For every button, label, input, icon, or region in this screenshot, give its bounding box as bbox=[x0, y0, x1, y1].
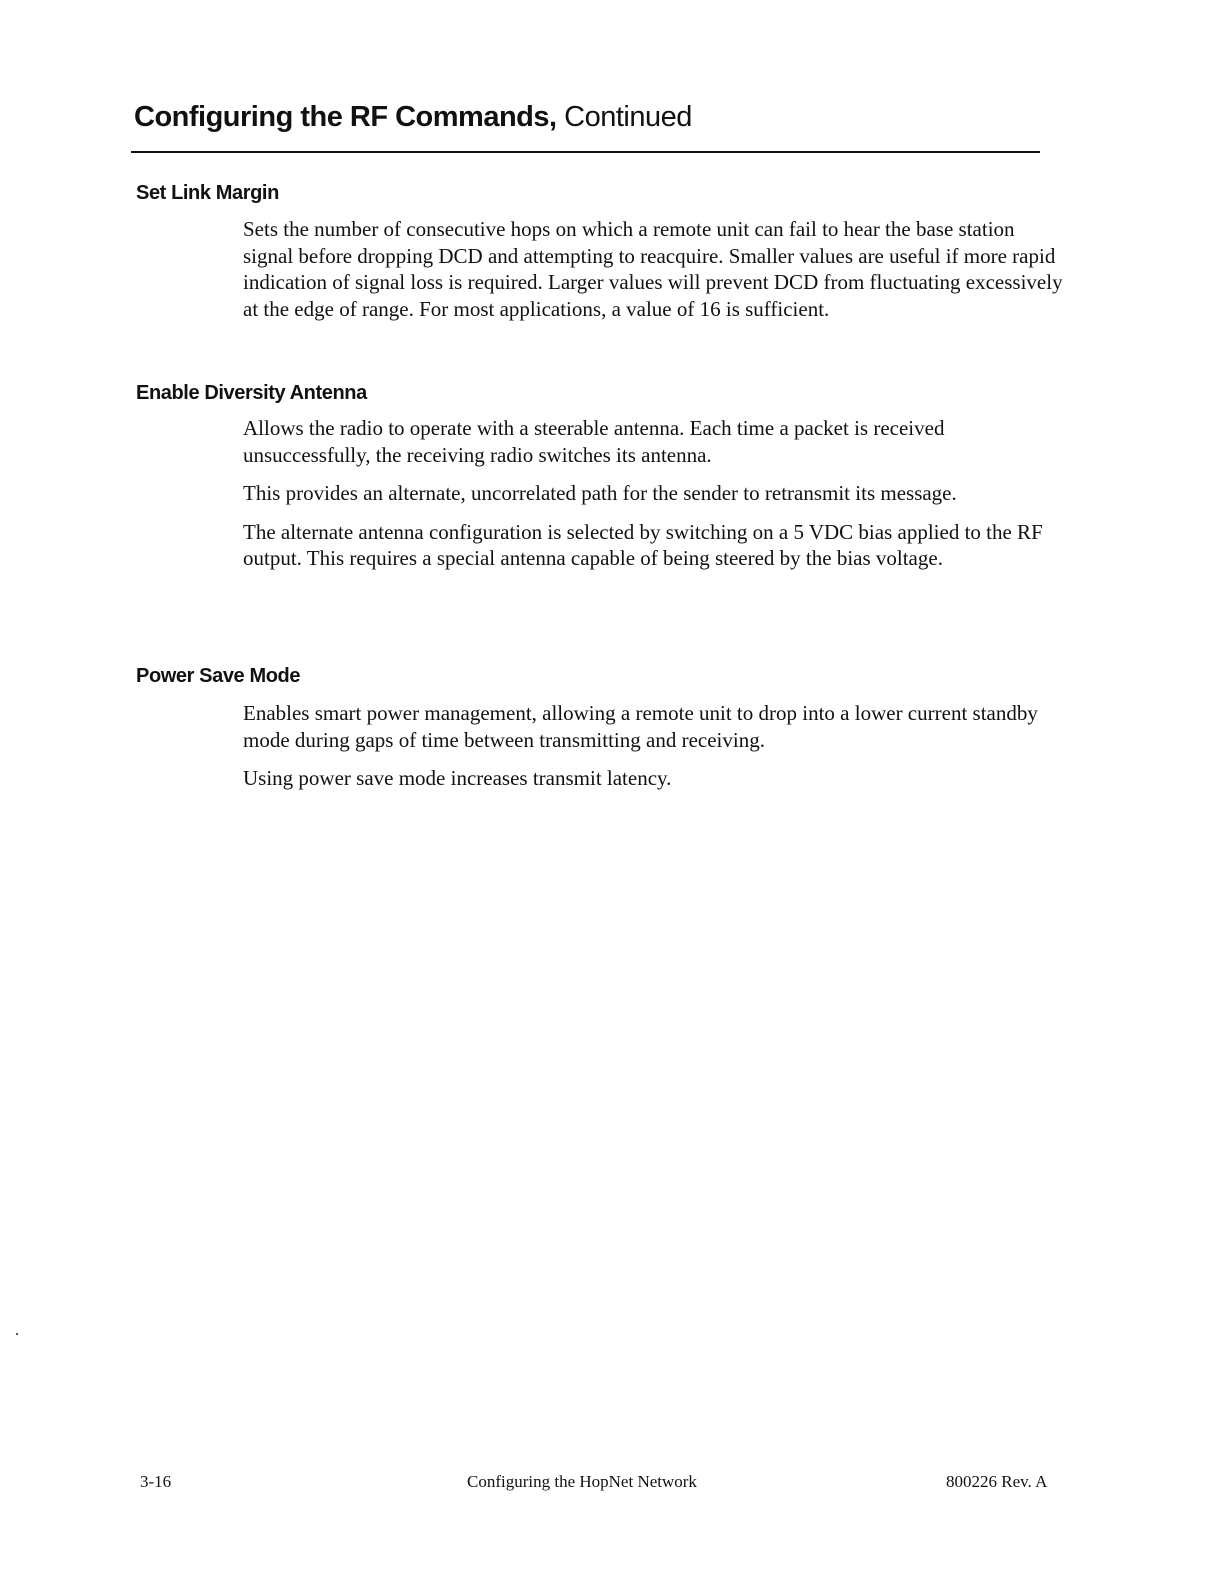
section-heading-set-link-margin: Set Link Margin bbox=[136, 182, 279, 204]
section-body-enable-diversity-antenna bbox=[243, 415, 1068, 584]
paragraph: The alternate antenna configuration is selected by switching on a 5 VDC bias applied to the RF output. This requires a special antenna capable of being steered by the bias voltage. bbox=[243, 519, 1043, 570]
page-title-main: Configuring the RF Commands, bbox=[134, 101, 557, 133]
paragraph: Allows the radio to operate with a steerable antenna. Each time a packet is received unsuccessfully, the receiving radio switches its antenna. bbox=[243, 416, 945, 467]
section-heading-enable-diversity-antenna: Enable Diversity Antenna bbox=[136, 382, 367, 404]
page-title-continued: Continued bbox=[564, 101, 692, 133]
page-title bbox=[134, 98, 692, 136]
title-divider bbox=[131, 151, 1040, 153]
paragraph: Sets the number of consecutive hops on which a remote unit can fail to hear the base station signal before dropping DCD and attempting to reacquire. Smaller values are useful if more rapid indication of signal loss is required. Larger values will prevent DCD from fluctuating excessively at the edge of range. For most applications, a value of 16 is sufficient. bbox=[243, 217, 1063, 321]
scan-artifact bbox=[16, 1333, 18, 1335]
footer-page-number: 3-16 bbox=[140, 1472, 172, 1491]
paragraph: Using power save mode increases transmit latency. bbox=[243, 766, 672, 790]
paragraph: Enables smart power management, allowing a remote unit to drop into a lower current standby mode during gaps of time between transmitting and receiving. bbox=[243, 701, 1038, 752]
paragraph: This provides an alternate, uncorrelated path for the sender to retransmit its message. bbox=[243, 481, 957, 505]
section-body-power-save-mode bbox=[243, 700, 1068, 804]
section-body-set-link-margin bbox=[243, 216, 1068, 334]
footer-chapter-title: Configuring the HopNet Network bbox=[467, 1472, 697, 1491]
footer-doc-revision: 800226 Rev. A bbox=[946, 1472, 1048, 1491]
section-heading-power-save-mode: Power Save Mode bbox=[136, 665, 301, 687]
